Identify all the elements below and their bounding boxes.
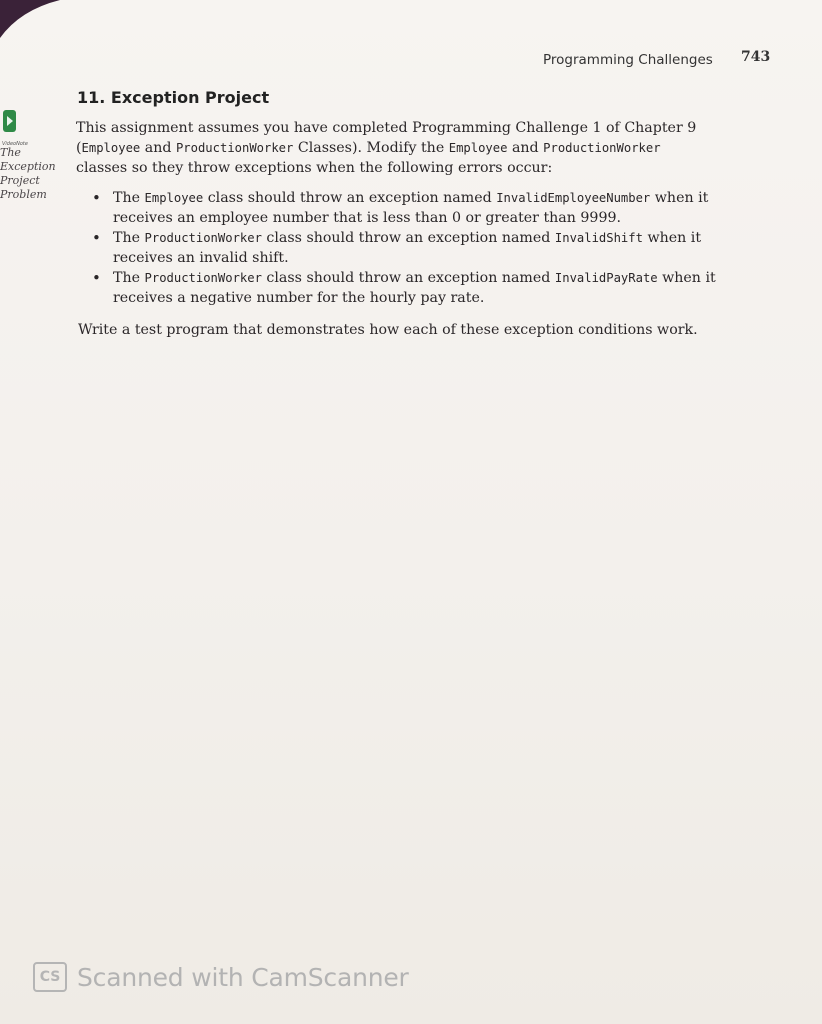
code-employee: Employee — [81, 141, 141, 155]
bullet-text: when it receives a negative number for the hourly pay rate. — [113, 270, 716, 306]
intro-paragraph — [76, 118, 712, 178]
bullet-text: class should throw an exception named — [261, 230, 555, 246]
video-note-title-line1: The Exception — [0, 146, 56, 173]
bullet-text: The — [113, 190, 145, 206]
closing-paragraph: Write a test program that demonstrates how each of these exception conditions work. — [78, 322, 698, 338]
bullet-text: when it receives an employee number that is less than 0 or greater than 9999. — [113, 190, 709, 226]
requirements-list — [92, 188, 716, 308]
watermark-text: Scanned with CamScanner — [77, 962, 409, 992]
camscanner-watermark — [33, 960, 409, 994]
video-note-title — [0, 146, 75, 202]
video-note-title-line2: Project Problem — [0, 174, 47, 201]
code-class-name: Employee — [144, 191, 204, 205]
bullet-text: when it receives an invalid shift. — [113, 230, 702, 266]
list-item — [92, 268, 716, 308]
dark-page-corner — [0, 0, 822, 60]
intro-text: and — [140, 140, 176, 156]
list-item — [92, 188, 716, 228]
section-title: 11. Exception Project — [77, 88, 270, 107]
page-number: 743 — [741, 49, 771, 65]
bullet-text: The — [113, 230, 145, 246]
code-exception-name: InvalidEmployeeNumber — [496, 191, 651, 205]
code-productionworker: ProductionWorker — [543, 141, 661, 155]
code-exception-name: InvalidShift — [554, 231, 643, 245]
code-exception-name: InvalidPayRate — [554, 271, 658, 285]
intro-text: and — [507, 140, 544, 156]
bullet-text: class should throw an exception named — [261, 270, 555, 286]
bullet-text: The — [113, 270, 145, 286]
intro-text: This assignment assumes you have completed Programming Challenge 1 of Chapter 9 ( — [76, 120, 697, 156]
code-employee: Employee — [448, 141, 508, 155]
intro-text: Classes). Modify the — [293, 140, 449, 156]
intro-text: classes so they throw exceptions when the following errors occur: — [76, 160, 553, 176]
code-class-name: ProductionWorker — [144, 271, 262, 285]
camscanner-logo-icon: CS — [33, 962, 67, 992]
video-note-icon — [3, 110, 16, 132]
video-note-label: VideoNote — [2, 141, 28, 147]
list-item — [92, 228, 716, 268]
code-class-name: ProductionWorker — [144, 231, 262, 245]
code-productionworker: ProductionWorker — [175, 141, 294, 155]
bullet-text: class should throw an exception named — [203, 190, 497, 206]
running-head: Programming Challenges — [543, 52, 713, 68]
